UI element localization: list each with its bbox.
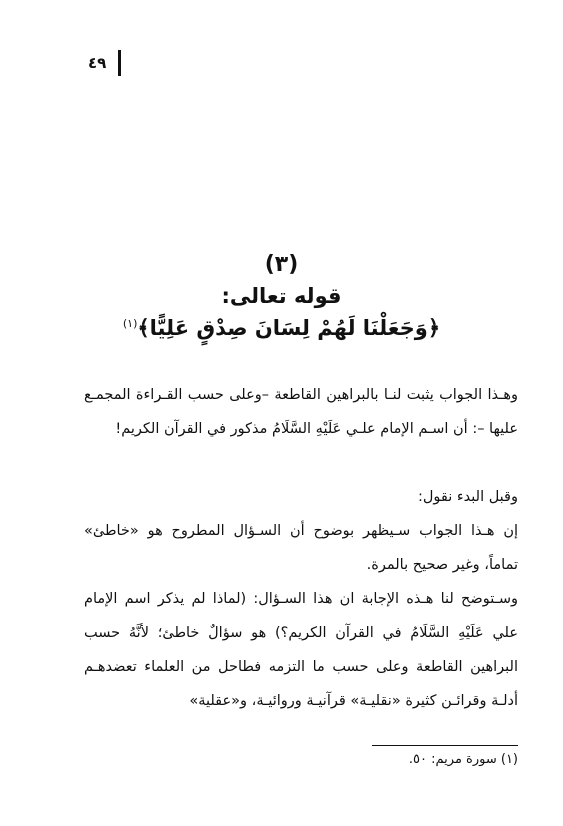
paragraph-2: وقبل البدء نقول:	[417, 489, 518, 505]
header-divider	[118, 50, 121, 76]
paragraph-3: إن هـذا الجواب سـيظهر بوضوح أن السـؤال المطروح هو «خاطئ» تماماً، وغير صحيح بالمرة.	[84, 523, 518, 573]
paragraph-4: وسـتوضح لنا هـذه الإجابة ان هذا السـؤال: (لماذا لم يذكر اسم الإمام علي عَلَيْهِ السَّلَامُ في القرآن الكريم؟) هو سؤالٌ خاطئ؛ لأنَّهُ حسب البراهين القاطعة وعلى حسب ما التزمه فطاحل من العلماء تعضدهـم أدلـة وقرائـن كثيرة «نقليـة» قرآنيـة وروائيـة، و«عقلية»	[84, 591, 518, 709]
page-number: ٤٩	[88, 54, 107, 72]
quranic-verse-heading	[60, 316, 503, 340]
section-title: قوله تعالى:	[221, 284, 342, 308]
verse-text: ﴿وَجَعَلْنَا لَهُمْ لِسَانَ صِدْقٍ عَلِيًّا﴾	[137, 316, 441, 340]
paragraph-1: وهـذا الجواب يثبت لنـا بالبراهين القاطعة –وعلى حسب القـراءة المجمـع عليها –: أن اسـم الإمام علـي عَلَيْهِ السَّلَامُ مذكور في القرآن الكريم!	[84, 387, 518, 437]
footnote: (١) سورة مريم: ٥٠.	[408, 752, 518, 767]
footnote-divider	[372, 745, 518, 746]
section-number: (٣)	[264, 252, 299, 277]
footnote-reference: (١)	[122, 317, 138, 330]
